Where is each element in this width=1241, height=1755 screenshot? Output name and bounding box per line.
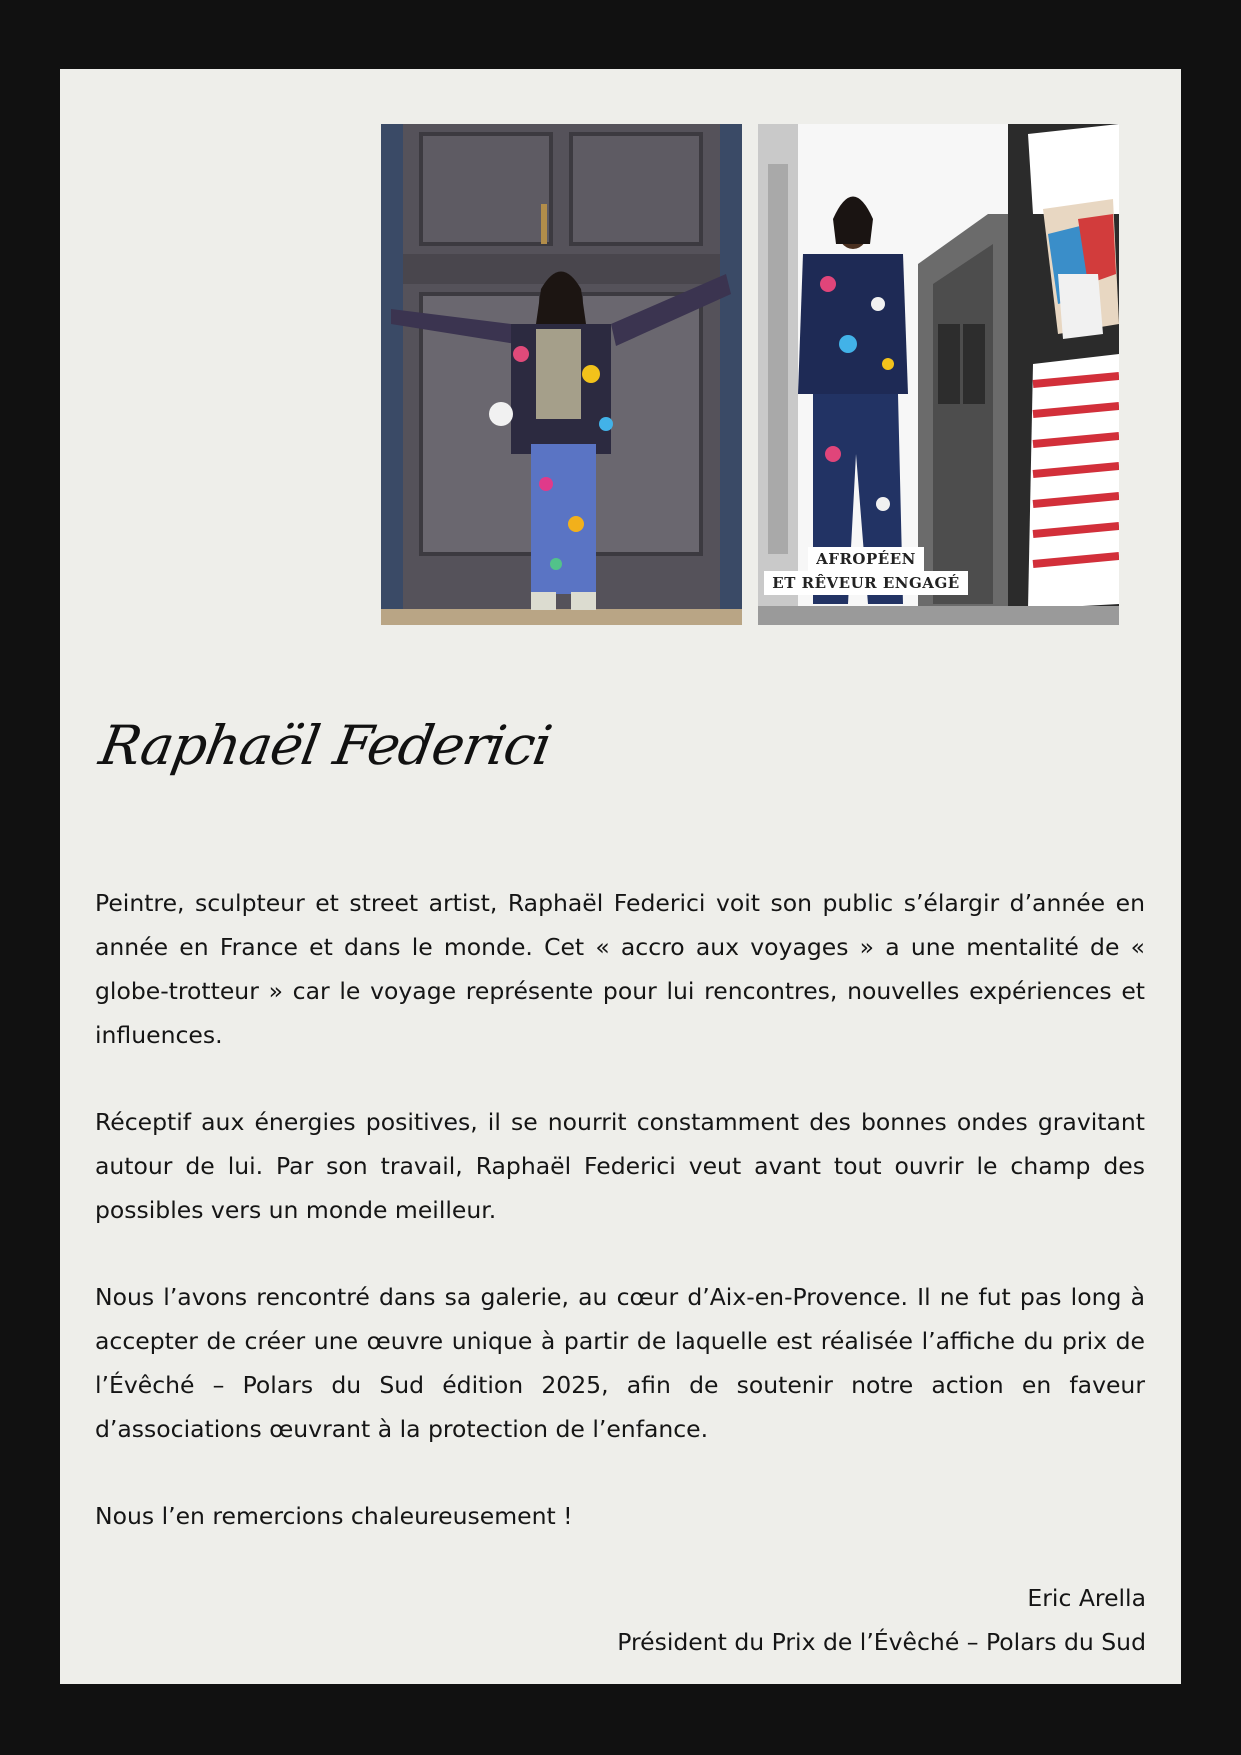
artist-name-title: Raphaël Federici [95,714,556,777]
signature-role: Président du Prix de l’Évêché – Polars du Sud [617,1628,1146,1656]
paragraph: Nous l’avons rencontré dans sa galerie, au cœur d’Aix-en-Provence. Il ne fut pas long à accepter de créer une œuvre unique à partir de laquelle est réalisée l’affiche du prix de l’Évêché – Polars du Sud édition 2025, afin de soutenir notre action en faveur d’associations œuvrant à la protection de l’enfance. [95,1283,1145,1443]
article-body [95,881,1145,1538]
artist-door-photo [381,124,742,625]
paragraph: Réceptif aux énergies positives, il se nourrit constamment des bonnes ondes gravitant autour de lui. Par son travail, Raphaël Federici veut avant tout ouvrir le champ des possibles vers un monde meilleur. [95,1108,1145,1224]
paragraph: Peintre, sculpteur et street artist, Raphaël Federici voit son public s’élargir d’année en année en France et dans le monde. Cet « accro aux voyages » a une mentalité de « globe-trotteur » car le voyage représente pour lui rencontres, nouvelles expériences et influences. [95,889,1145,1049]
signature-name: Eric Arella [1027,1584,1146,1612]
artist-street-photo [758,124,1119,625]
document-page [60,69,1181,1684]
photo-caption: AFROPÉEN ET RÊVEUR ENGAGÉ [758,547,974,595]
paragraph: Nous l’en remercions chaleureusement ! [95,1502,573,1530]
signature-block [617,1576,1146,1664]
